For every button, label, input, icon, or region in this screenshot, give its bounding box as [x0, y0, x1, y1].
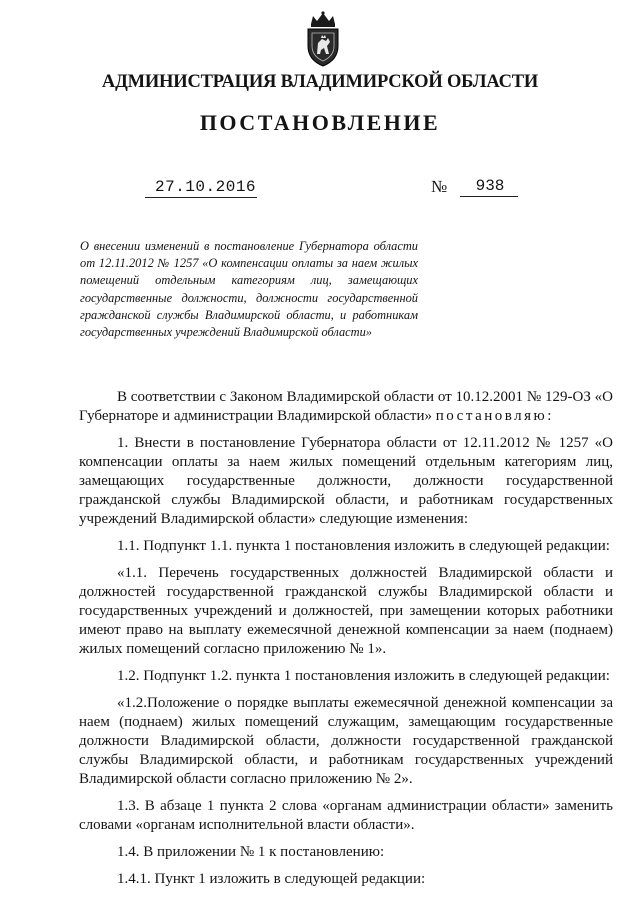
document-type: ПОСТАНОВЛЕНИЕ: [199, 110, 441, 135]
document-date: 27.10.2016: [155, 178, 257, 196]
document-subject: О внесении изменений в постановление Губернатора области от 12.11.2012 № 1257 «О компенсации оплаты за наем жилых помещений отдельным категориям лиц, замещающих государственные должности, должности государственной гражданской службы Владимирской области, и работникам государственных учреждений Владимирской области»: [80, 239, 418, 340]
paragraph-preamble: [79, 388, 613, 426]
document-body: [79, 388, 613, 889]
coat-of-arms-icon: [303, 10, 343, 68]
organization-title: АДМИНИСТРАЦИЯ ВЛАДИМИРСКОЙ ОБЛАСТИ: [101, 72, 539, 92]
paragraph-1-3: 1.3. В абзаце 1 пункта 2 слова «органам администрации области» заменить словами «органам исполнительной власти области».: [79, 798, 613, 833]
document-number: 938: [475, 177, 505, 195]
paragraph-1-2-text: «1.2.Положение о порядке выплаты ежемесячной денежной компенсации за наем (поднаем) жилых помещений служащим, замещающим государственные должности Владимирской области, должности государственной гражданской службы Владимирской области, и работникам государственных учреждений Владимирской области согласно приложению № 2».: [79, 695, 613, 787]
paragraph-1-4-1: 1.4.1. Пункт 1 изложить в следующей редакции:: [117, 871, 426, 887]
paragraph-1-2: 1.2. Подпункт 1.2. пункта 1 постановления изложить в следующей редакции:: [117, 668, 610, 684]
paragraph-1-1-text: «1.1. Перечень государственных должностей Владимирской области и должностей государственной гражданской службы Владимирской области и государственных учреждений и должностей, при замещении которых работники имеют право на выплату ежемесячной денежной компенсации за наем (поднаем) жилых помещений согласно приложению № 1».: [79, 565, 613, 657]
preamble-text: В соответствии с Законом Владимирской области от 10.12.2001 № 129-ОЗ «О Губернаторе и администрации Владимирской области»: [79, 389, 613, 424]
date-underline: [145, 197, 257, 198]
number-underline: [460, 196, 518, 197]
paragraph-1: 1. Внести в постановление Губернатора области от 12.11.2012 № 1257 «О компенсации оплаты за наем жилых помещений отдельным категориям лиц, замещающих государственные должности, должности государственной гражданской службы Владимирской области, и работникам государственных учреждений Владимирской области» следующие изменения:: [79, 435, 613, 527]
decree-word: постановляю:: [435, 408, 554, 424]
paragraph-1-4: 1.4. В приложении № 1 к постановлению:: [117, 844, 385, 860]
number-sign: №: [431, 177, 448, 196]
paragraph-1-1: 1.1. Подпункт 1.1. пункта 1 постановления изложить в следующей редакции:: [117, 538, 610, 554]
